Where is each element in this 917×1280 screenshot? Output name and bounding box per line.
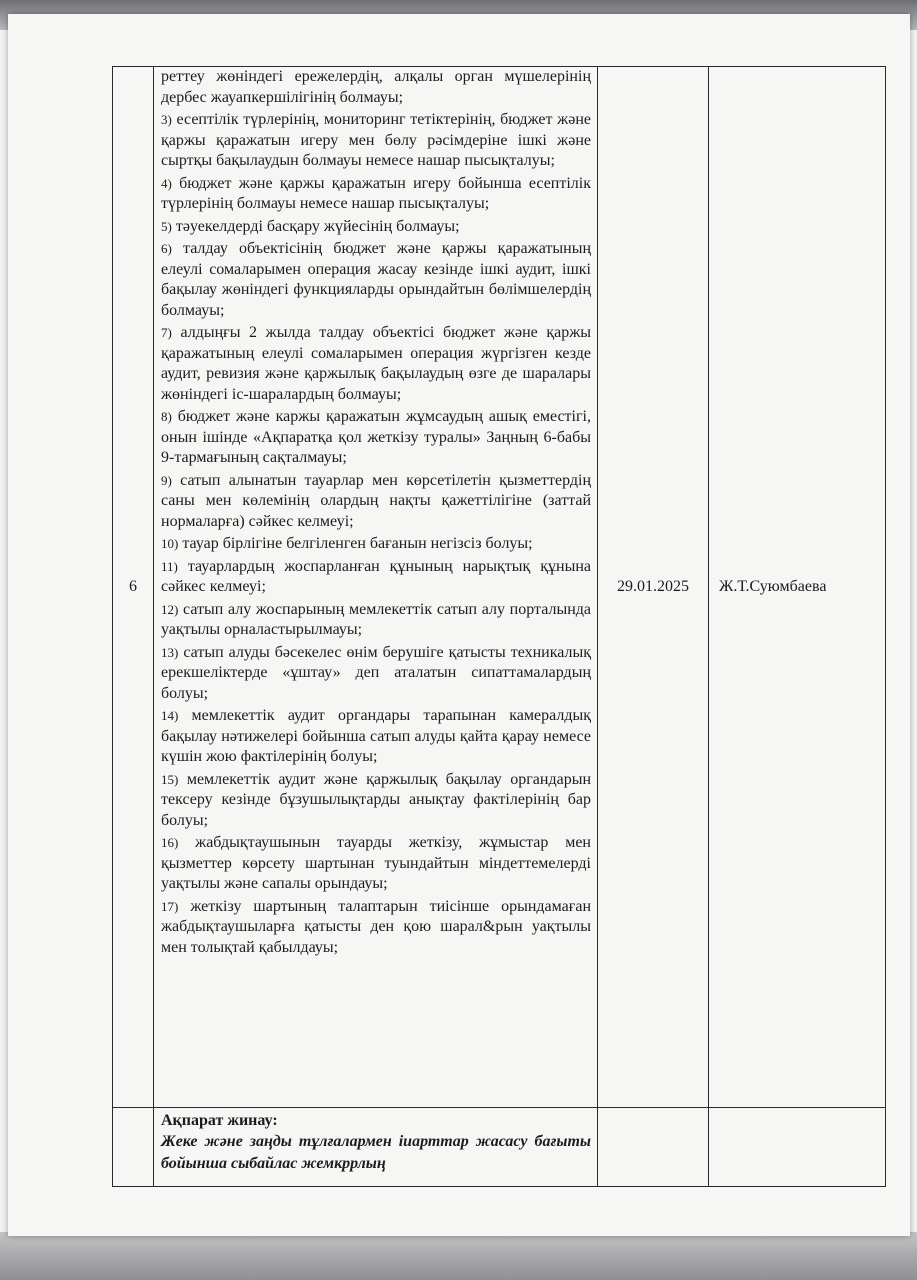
responsible-person: Ж.Т.Суюмбаева — [709, 67, 886, 1108]
list-item-number: 9) — [161, 472, 172, 488]
list-item-number: 13) — [161, 644, 179, 660]
list-item-text: жабдықтаушынын тауарды жеткізу, жұмыстар мен қызметтер көрсету шартынан туындайтын міндеттемелерді уақтылы және сапалы орындауы; — [161, 834, 591, 892]
list-item-number: 4) — [161, 175, 172, 191]
row-number: 6 — [113, 67, 154, 1108]
list-item — [161, 323, 591, 405]
list-item — [161, 67, 591, 108]
list-item-number: 16) — [161, 835, 179, 850]
list-item — [161, 407, 591, 469]
list-item-text: сатып алуды бәсекелес өнім берушіге қатысты техникалық ерекшеліктерде «ұштау» деп аталатын сипаттамалардың болуы; — [161, 643, 592, 702]
empty-date-cell — [598, 1108, 709, 1187]
list-item — [161, 110, 591, 172]
list-item — [161, 239, 591, 321]
empty-number-cell — [113, 1108, 154, 1187]
list-item-text: сатып алынатын тауарлар мен көрсетілетін қызметтердің саны мен көлемінің олардың нақты қажеттілігіне (заттай нормаларға) сәйкес келмеуі; — [161, 471, 591, 530]
list-item — [161, 217, 591, 238]
list-item-text: жеткізу шартының талаптарын тиісінше орындамаған жабдықтаушыларға қатысты ден қою шарал&рын уақтылы мен толықтай қабылдауы; — [161, 897, 592, 956]
list-item-number: 15) — [161, 771, 179, 787]
list-item-text: есептілік түрлерінің, мониторинг тетіктерінің, бюджет және қаржы қаражатын игеру мен бөлу рәсімдеріне ішкі және сыртқы бақылаудын болмауы немесе нашар пысықталуы; — [161, 111, 592, 169]
table-row-6 — [113, 67, 886, 1108]
list-item-text: мемлекеттік аудит және қаржылық бақылау органдарын тексеру кезінде бұзушылықтарды анықтау фактілерінің бар болуы; — [161, 770, 592, 829]
list-item — [161, 534, 591, 555]
list-item — [161, 833, 591, 895]
info-collection-heading: Ақпарат жинау: — [161, 1112, 278, 1129]
list-item-number: 5) — [161, 218, 172, 234]
table-row-info — [113, 1108, 886, 1187]
list-item — [161, 897, 591, 959]
list-item-text: талдау объектісінің бюджет және қаржы қаражатының елеулі сомаларымен операция жасау кезінде ішкі аудит, ішкі бақылау жөніндегі функцияларды орындайтын бөлімшелердің болмауы; — [161, 240, 592, 319]
list-item — [161, 174, 591, 215]
list-item-number: 3) — [161, 112, 172, 127]
risk-table — [112, 66, 886, 1187]
list-item — [161, 600, 591, 641]
list-item-number: 12) — [161, 601, 179, 617]
empty-responsible-cell — [709, 1108, 886, 1187]
risk-factor-list — [161, 67, 591, 958]
list-item-number: 11) — [161, 558, 178, 574]
list-item-text: бюджет және қаржы қаражатын игеру бойынша есептілік түрлерінің болмауы немесе нашар пысықталуы; — [161, 174, 591, 212]
deadline-date: 29.01.2025 — [598, 67, 709, 1108]
list-item-text: бюджет және каржы қаражатын жұмсаудың ашық еместігі, онын ішінде «Ақпаратқа қол жеткізу туралы» Заңның 6-бабы 9-тармағының сақталмауы; — [161, 408, 591, 466]
list-item-number: 10) — [161, 536, 179, 551]
info-collection-text: Жеке және заңды тұлғалармен іиарттар жасасу бағыты бойынша сыбайлас жемкррлың — [161, 1133, 591, 1172]
list-item-text: реттеу жөніндегі ережелердің, алқалы орган мүшелерінің дербес жауапкершілігінің болмауы; — [161, 68, 591, 106]
list-item — [161, 643, 591, 705]
list-item-text: мемлекеттік аудит органдары тарапынан камералдық бақылау нәтижелері бойынша сатып алуды қайта қарау немесе күшін жою фактілерінің болуы; — [161, 707, 592, 765]
list-item-number: 17) — [161, 898, 179, 914]
list-item — [161, 706, 591, 768]
info-collection-cell — [154, 1108, 598, 1187]
list-item-number: 7) — [161, 325, 172, 340]
list-item-text: тауарлардың жоспарланған құнының нарықтық құнына сәйкес келмеуі; — [161, 557, 591, 595]
list-item — [161, 770, 591, 832]
list-item-text: алдыңғы 2 жылда талдау объектісі бюджет және қаржы қаражатының елеулі сомаларымен операция жүргізген кезде аудит, ревизия және қаржылық бақылаудың өзге де шаралары жөніндегі іс-шаралардың болмауы; — [161, 324, 592, 403]
list-item-text: сатып алу жоспарының мемлекеттік сатып алу порталында уақтылы орналастырылмауы; — [161, 600, 592, 638]
list-item-number: 14) — [161, 708, 179, 723]
list-item-number: 8) — [161, 409, 172, 424]
photo-background-bottom — [0, 1232, 917, 1280]
list-item — [161, 471, 591, 533]
list-item-text: тәуекелдерді басқару жүйесінің болмауы; — [175, 217, 460, 235]
risk-factors-cell — [154, 67, 598, 1108]
list-item-text: тауар бірлігіне белгіленген бағанын негізсіз болуы; — [182, 535, 533, 552]
list-item — [161, 557, 591, 598]
list-item-number: 6) — [161, 241, 172, 256]
